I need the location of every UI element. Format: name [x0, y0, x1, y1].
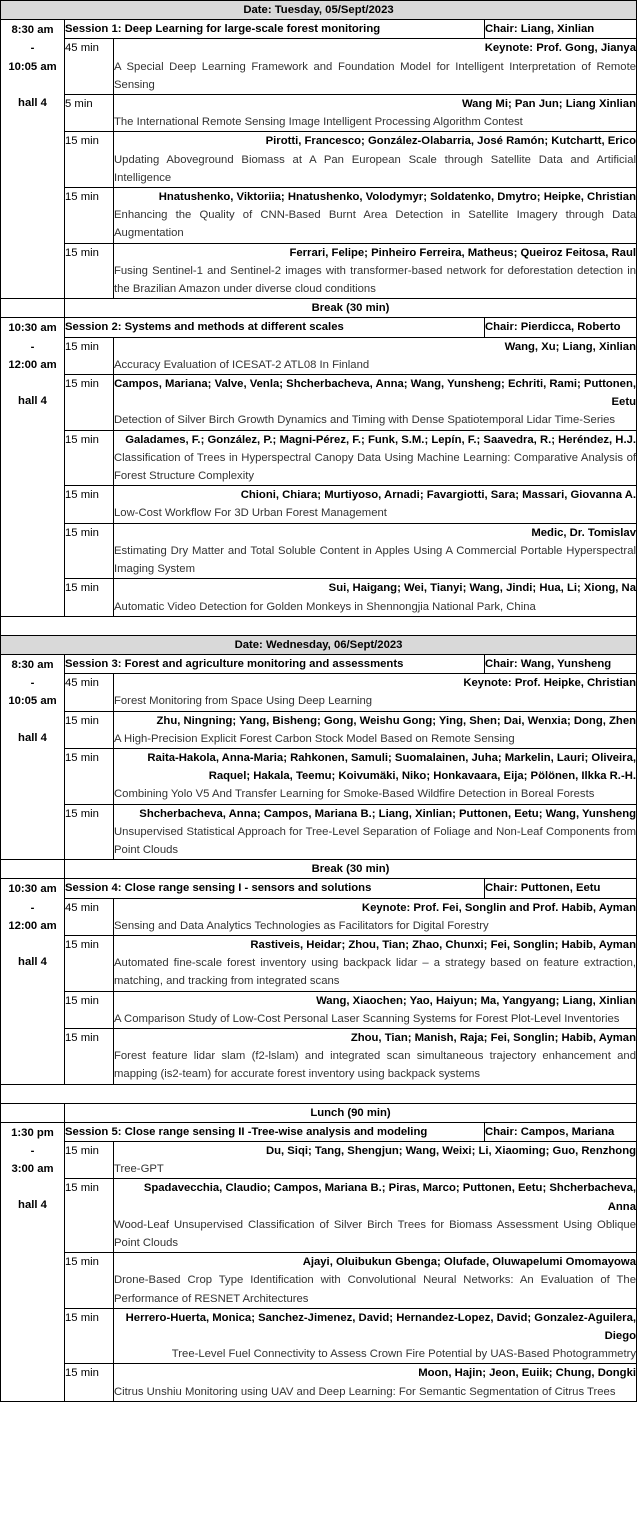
hall-label: hall 4: [18, 955, 47, 968]
session-time: [1, 20, 64, 112]
time-end: 10:05 am: [8, 695, 57, 708]
talk-cell: [114, 375, 637, 431]
talk-row: [1, 935, 637, 991]
talk-title: Fusing Sentinel-1 and Sentinel-2 images with transformer-based network for deforestation detection in the Brazilian Amazon under diverse cloud conditions: [114, 264, 636, 296]
session-chair: Chair: Campos, Mariana: [484, 1122, 636, 1141]
talk-authors: Pirotti, Francesco; González-Olabarria, José Ramón; Kutchartt, Erico: [265, 135, 636, 148]
talk-duration: 45 min: [65, 674, 114, 711]
talk-authors: Ajayi, Oluibukun Gbenga; Olufade, Oluwapelumi Omomayowa: [302, 1256, 636, 1269]
talk-duration: 15 min: [65, 337, 114, 374]
talk-title: Low-Cost Workflow For 3D Urban Forest Management: [114, 507, 387, 520]
session-time: [1, 879, 64, 971]
talk-title: Enhancing the Quality of CNN-Based Burnt Area Detection in Satellite Imagery through Data Augmentation: [114, 209, 636, 240]
time-start: 8:30 am: [11, 24, 54, 37]
session-time-cell: [1, 654, 65, 859]
talk-row: [1, 711, 637, 748]
talk-duration: 15 min: [65, 579, 114, 616]
date-row: [1, 635, 637, 654]
talk-cell: [114, 430, 637, 486]
talk-authors: Moon, Hajin; Jeon, Euiik; Chung, Dongki: [418, 1367, 636, 1380]
session-header-row: [1, 1122, 637, 1141]
talk-row: [1, 898, 637, 935]
talk-cell: [114, 1253, 637, 1309]
talk-title: Detection of Silver Birch Growth Dynamics and Timing with Dense Spatiotemporal Lidar Time-Series: [114, 414, 616, 427]
talk-authors: Herrero-Huerta, Monica; Sanchez-Jimenez, David; Hernandez-Lopez, David; Gonzalez-Aguilera, Diego: [125, 1311, 636, 1343]
talk-authors: Wang, Xiaochen; Yao, Haiyun; Ma, Yangyang; Liang, Xinlian: [316, 994, 636, 1007]
talk-row: [1, 991, 637, 1028]
talk-row: [1, 579, 637, 616]
break-row: [1, 1103, 637, 1122]
talk-title: Unsupervised Statistical Approach for Tree-Level Separation of Foliage and Non-Leaf Components from Point Clouds: [114, 825, 636, 856]
talk-cell: [114, 804, 637, 860]
talk-row: [1, 804, 637, 860]
talk-title: A High-Precision Explicit Forest Carbon Stock Model Based on Remote Sensing: [114, 732, 515, 745]
time-start: 1:30 pm: [11, 1126, 54, 1139]
talk-duration: 45 min: [65, 898, 114, 935]
talk-row: [1, 748, 637, 804]
session-header-row: [1, 654, 637, 673]
date-row: [1, 1, 637, 20]
talk-row: [1, 1364, 637, 1401]
talk-duration: 15 min: [65, 1364, 114, 1401]
date-header: Date: Tuesday, 05/Sept/2023: [1, 1, 637, 20]
talk-row: [1, 430, 637, 486]
talk-title: Sensing and Data Analytics Technologies as Facilitators for Digital Forestry: [114, 919, 489, 932]
session-header-row: [1, 318, 637, 337]
talk-authors: Wang, Xu; Liang, Xinlian: [504, 340, 636, 353]
talk-row: [1, 1179, 637, 1253]
talk-title: Tree-GPT: [114, 1163, 164, 1176]
time-start: 10:30 am: [8, 322, 57, 335]
break-label: Break (30 min): [65, 860, 637, 879]
talk-cell: [114, 337, 637, 374]
talk-title: The International Remote Sensing Image Intelligent Processing Algorithm Contest: [114, 116, 523, 129]
time-dash: -: [30, 901, 35, 914]
talk-duration: 45 min: [65, 39, 114, 95]
talk-duration: 15 min: [65, 132, 114, 188]
session-time-cell: [1, 20, 65, 299]
talk-duration: 15 min: [65, 243, 114, 299]
session-title: Session 5: Close range sensing II -Tree-wise analysis and modeling: [65, 1122, 485, 1141]
talk-cell: [114, 579, 637, 616]
day-spacer: [1, 616, 637, 635]
session-header-row: [1, 20, 637, 39]
session-time-cell: [1, 879, 65, 1084]
talk-title: Automatic Video Detection for Golden Monkeys in Shennongjia National Park, China: [114, 600, 536, 613]
talk-duration: 15 min: [65, 1141, 114, 1178]
talk-duration: 15 min: [65, 1308, 114, 1364]
talk-authors: Du, Siqi; Tang, Shengjun; Wang, Weixi; Li, Xiaoming; Guo, Renzhong: [265, 1144, 636, 1157]
break-row: [1, 860, 637, 879]
talk-cell: [114, 188, 637, 244]
talk-row: [1, 375, 637, 431]
talk-duration: 15 min: [65, 430, 114, 486]
break-label: Lunch (90 min): [65, 1103, 637, 1122]
talk-cell: [114, 1308, 637, 1364]
time-end: 12:00 am: [8, 919, 57, 932]
time-start: 8:30 am: [11, 658, 54, 671]
talk-cell: [114, 39, 637, 95]
talk-row: [1, 39, 637, 95]
session-chair: Chair: Puttonen, Eetu: [484, 879, 636, 898]
break-label: Break (30 min): [65, 299, 637, 318]
talk-cell: [114, 748, 637, 804]
talk-duration: 15 min: [65, 523, 114, 579]
session-title: Session 4: Close range sensing I - sensors and solutions: [65, 879, 485, 898]
break-row: [1, 299, 637, 318]
talk-title: Citrus Unshiu Monitoring using UAV and Deep Learning: For Semantic Segmentation of Citrus Trees: [114, 1385, 616, 1398]
talk-title: Accuracy Evaluation of ICESAT-2 ATL08 In Finland: [114, 358, 370, 371]
talk-row: [1, 1141, 637, 1178]
talk-duration: 15 min: [65, 935, 114, 991]
talk-authors: Campos, Mariana; Valve, Venla; Shcherbacheva, Anna; Wang, Yunsheng; Echriti, Rami; Puttonen, Eetu: [114, 378, 636, 409]
talk-authors: Sui, Haigang; Wei, Tianyi; Wang, Jindi; Hua, Li; Xiong, Na: [328, 582, 636, 595]
talk-title: Forest feature lidar slam (f2-lslam) and integrated scan simultaneous trajectory enhancement and mapping (is2-team) for accurate forest inventory using backpack systems: [114, 1050, 636, 1081]
hall-label: hall 4: [18, 731, 47, 744]
talk-authors: Chioni, Chiara; Murtiyoso, Arnadi; Favargiotti, Sara; Massari, Giovanna A.: [240, 489, 636, 502]
spacer-cell: [1, 616, 637, 635]
time-dash: -: [30, 677, 35, 690]
session-time: [1, 655, 64, 747]
talk-authors: Shcherbacheva, Anna; Campos, Mariana B.; Liang, Xinlian; Puttonen, Eetu; Wang, Yunsheng: [139, 807, 636, 820]
talk-authors: Keynote: Prof. Gong, Jianya: [484, 42, 636, 55]
spacer-cell: [1, 1084, 637, 1103]
talk-duration: 15 min: [65, 991, 114, 1028]
talk-authors: Raita-Hakola, Anna-Maria; Rahkonen, Samuli; Suomalainen, Juha; Markelin, Lauri; Oliveira, Raquel; Hakala, Teemu; Koivumäki, Niko; Honkavaara, Eija; Pölönen, Ilkka R.-H.: [147, 751, 636, 783]
hall-label: hall 4: [18, 96, 47, 109]
talk-cell: [114, 243, 637, 299]
break-time-cell: [1, 299, 65, 318]
session-chair: Chair: Wang, Yunsheng: [484, 654, 636, 673]
talk-authors: Spadavecchia, Claudio; Campos, Mariana B.; Piras, Marco; Puttonen, Eetu; Shcherbacheva, Anna: [143, 1182, 636, 1213]
time-dash: -: [30, 42, 35, 55]
time-end: 12:00 am: [8, 358, 57, 371]
talk-authors: Medic, Dr. Tomislav: [531, 526, 636, 539]
talk-authors: Zhou, Tian; Manish, Raja; Fei, Songlin; Habib, Ayman: [350, 1031, 636, 1044]
talk-authors: Rastiveis, Heidar; Zhou, Tian; Zhao, Chunxi; Fei, Songlin; Habib, Ayman: [250, 938, 636, 951]
talk-title: A Comparison Study of Low-Cost Personal Laser Scanning Systems for Forest Plot-Level Inventories: [114, 1012, 620, 1025]
talk-authors: Galadames, F.; González, P.; Magni-Pérez, F.; Funk, S.M.; Lepín, F.; Saavedra, R.; Heréndez, H.J.: [125, 433, 636, 446]
talk-row: [1, 188, 637, 244]
talk-title: Tree-Level Fuel Connectivity to Assess Crown Fire Potential by UAS-Based Photogrammetry: [171, 1348, 636, 1361]
talk-duration: 15 min: [65, 748, 114, 804]
talk-row: [1, 1253, 637, 1309]
talk-cell: [114, 95, 637, 132]
talk-duration: 15 min: [65, 711, 114, 748]
talk-title: Drone-Based Crop Type Identification with Convolutional Neural Networks: An Evaluation of The Performance of RESNET Architectures: [114, 1274, 636, 1305]
time-end: 3:00 am: [11, 1163, 54, 1176]
talk-cell: [114, 935, 637, 991]
time-end: 10:05 am: [8, 60, 57, 73]
session-time-cell: [1, 1122, 65, 1401]
talk-cell: [114, 1141, 637, 1178]
talk-row: [1, 674, 637, 711]
session-header-row: [1, 879, 637, 898]
session-chair: Chair: Pierdicca, Roberto: [484, 318, 636, 337]
talk-title: Automated fine-scale forest inventory using backpack lidar – a strategy based on feature extraction, matching, and tracking from integrated scans: [114, 957, 636, 988]
talk-duration: 15 min: [65, 1179, 114, 1253]
talk-title: A Special Deep Learning Framework and Foundation Model for Intelligent Interpretation of Remote Sensing: [114, 60, 636, 91]
talk-cell: [114, 523, 637, 579]
talk-duration: 15 min: [65, 1253, 114, 1309]
talk-authors: Ferrari, Felipe; Pinheiro Ferreira, Matheus; Queiroz Feitosa, Raul: [289, 246, 636, 259]
talk-row: [1, 1028, 637, 1084]
talk-duration: 15 min: [65, 804, 114, 860]
talk-cell: [114, 1179, 637, 1253]
talk-cell: [114, 486, 637, 523]
time-dash: -: [30, 340, 35, 353]
session-title: Session 2: Systems and methods at different scales: [65, 318, 485, 337]
talk-title: Estimating Dry Matter and Total Soluble Content in Apples Using A Commercial Portable Hyperspectral Imaging System: [114, 544, 636, 576]
talk-title: Wood-Leaf Unsupervised Classification of Silver Birch Trees for Biomass Assessment Using Oblique Point Clouds: [114, 1218, 636, 1249]
talk-authors: Hnatushenko, Viktoriia; Hnatushenko, Volodymyr; Soldatenko, Dmytro; Heipke, Christian: [158, 191, 636, 204]
talk-cell: [114, 991, 637, 1028]
talk-authors: Wang Mi; Pan Jun; Liang Xinlian: [461, 98, 636, 111]
time-start: 10:30 am: [8, 883, 57, 896]
talk-cell: [114, 1364, 637, 1401]
talk-duration: 15 min: [65, 1028, 114, 1084]
talk-duration: 5 min: [65, 95, 114, 132]
hall-label: hall 4: [18, 1199, 47, 1212]
talk-row: [1, 1308, 637, 1364]
talk-cell: [114, 1028, 637, 1084]
talk-title: Classification of Trees in Hyperspectral Canopy Data Using Machine Learning: Comparative Analysis of Forest Structure Complexity: [114, 451, 636, 483]
talk-authors: Keynote: Prof. Fei, Songlin and Prof. Habib, Ayman: [361, 901, 636, 914]
talk-title: Combining Yolo V5 And Transfer Learning for Smoke-Based Wildfire Detection in Boreal Forests: [114, 788, 595, 801]
talk-title: Updating Aboveground Biomass at A Pan European Scale through Satellite Data and Artificial Intelligence: [114, 153, 636, 184]
talk-cell: [114, 674, 637, 711]
session-time: [1, 318, 64, 410]
time-dash: -: [30, 1144, 35, 1157]
talk-authors: Keynote: Prof. Heipke, Christian: [463, 677, 636, 690]
talk-cell: [114, 711, 637, 748]
talk-authors: Zhu, Ningning; Yang, Bisheng; Gong, Weishu Gong; Ying, Shen; Dai, Wenxia; Dong, Zhen: [156, 714, 636, 727]
break-time-cell: [1, 860, 65, 879]
talk-row: [1, 523, 637, 579]
date-header: Date: Wednesday, 06/Sept/2023: [1, 635, 637, 654]
talk-row: [1, 95, 637, 132]
talk-row: [1, 486, 637, 523]
session-time-cell: [1, 318, 65, 616]
talk-cell: [114, 132, 637, 188]
session-spacer: [1, 1084, 637, 1103]
break-time-cell: [1, 1103, 65, 1122]
session-chair: Chair: Liang, Xinlian: [484, 20, 636, 39]
talk-duration: 15 min: [65, 188, 114, 244]
talk-duration: 15 min: [65, 375, 114, 431]
session-time: [1, 1123, 64, 1215]
hall-label: hall 4: [18, 395, 47, 408]
talk-row: [1, 337, 637, 374]
talk-duration: 15 min: [65, 486, 114, 523]
session-title: Session 3: Forest and agriculture monitoring and assessments: [65, 654, 485, 673]
session-title: Session 1: Deep Learning for large-scale forest monitoring: [65, 20, 485, 39]
talk-title: Forest Monitoring from Space Using Deep Learning: [114, 695, 373, 708]
talk-row: [1, 132, 637, 188]
talk-cell: [114, 898, 637, 935]
talk-row: [1, 243, 637, 299]
